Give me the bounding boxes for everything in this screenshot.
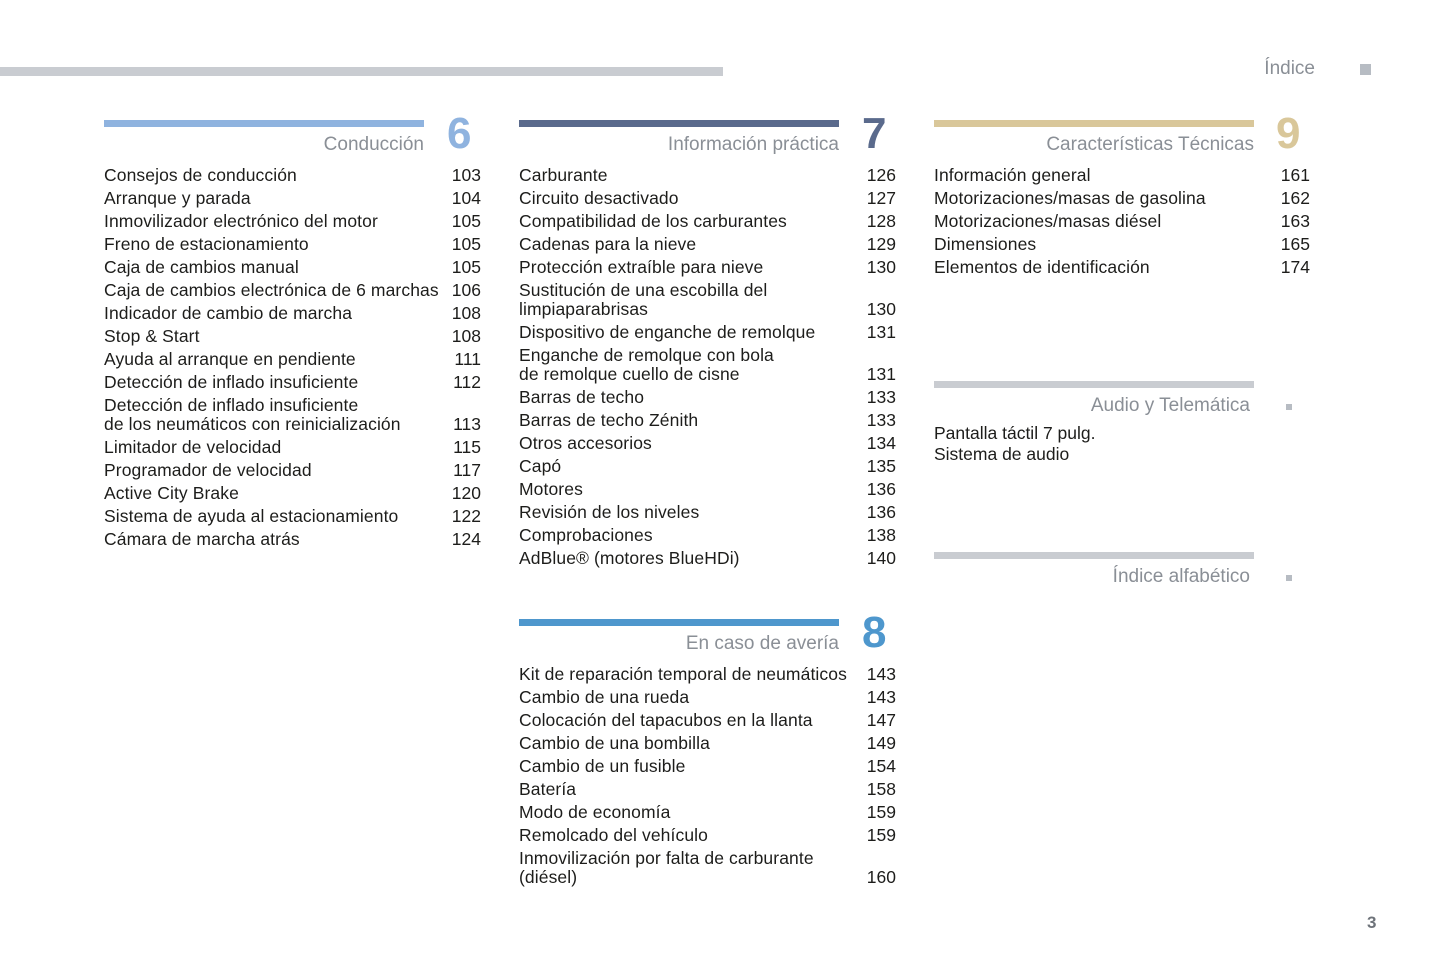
toc-entry[interactable] bbox=[104, 484, 481, 503]
section-title: Conducción bbox=[323, 134, 424, 155]
toc-entry-label: Limitador de velocidad bbox=[104, 437, 282, 457]
toc-entry-page: 143 bbox=[866, 664, 896, 684]
toc-entry-label: Arranque y parada bbox=[104, 188, 251, 208]
toc-entry-page: 130 bbox=[866, 257, 896, 277]
toc-entry[interactable] bbox=[519, 434, 896, 453]
toc-entry-page: 111 bbox=[454, 349, 481, 369]
toc-entry[interactable] bbox=[934, 166, 1310, 185]
toc-entry-label: Stop & Start bbox=[104, 326, 200, 346]
toc-entry[interactable] bbox=[519, 212, 896, 231]
toc-entry-label: Ayuda al arranque en pendiente bbox=[104, 349, 356, 369]
toc-entry-page: 140 bbox=[866, 548, 896, 568]
toc-entry[interactable] bbox=[104, 166, 481, 185]
toc-entry-page: 108 bbox=[451, 326, 481, 346]
toc-entry-page: 104 bbox=[451, 188, 481, 208]
toc-entry-page: 127 bbox=[866, 188, 896, 208]
section-number: 8 bbox=[862, 608, 887, 657]
section-title: Información práctica bbox=[667, 134, 839, 155]
toc-entry-label: Protección extraíble para nieve bbox=[519, 257, 764, 277]
page-header-title: Índice bbox=[1264, 58, 1315, 79]
toc-list bbox=[934, 166, 1310, 281]
toc-entry-page: 161 bbox=[1280, 165, 1310, 185]
toc-entry[interactable] bbox=[934, 235, 1310, 254]
toc-entry-label: Enganche de remolque con bola de remolque cuello de cisne bbox=[519, 345, 774, 384]
section-dot-marker bbox=[1286, 404, 1292, 410]
toc-entry-page: 174 bbox=[1280, 257, 1310, 277]
toc-entry[interactable] bbox=[519, 457, 896, 476]
toc-entry-label: Sistema de ayuda al estacionamiento bbox=[104, 506, 399, 526]
toc-entry[interactable] bbox=[519, 411, 896, 430]
toc-entry-label: Compatibilidad de los carburantes bbox=[519, 211, 787, 231]
section-bar bbox=[519, 120, 839, 127]
toc-entry-label: Cambio de una bombilla bbox=[519, 733, 710, 753]
toc-entry[interactable] bbox=[519, 166, 896, 185]
toc-entry[interactable] bbox=[519, 711, 896, 730]
toc-entry-page: 131 bbox=[866, 322, 896, 342]
toc-entry-page: 147 bbox=[866, 710, 896, 730]
toc-entry-label: Detección de inflado insuficiente de los neumáticos con reinicialización bbox=[104, 395, 401, 434]
toc-entry[interactable] bbox=[104, 350, 481, 369]
toc-entry-label: Barras de techo Zénith bbox=[519, 410, 699, 430]
toc-entry-label: Cámara de marcha atrás bbox=[104, 529, 300, 549]
toc-entry-label: Revisión de los niveles bbox=[519, 502, 700, 522]
toc-entry[interactable] bbox=[519, 258, 896, 277]
toc-entry-page: 103 bbox=[451, 165, 481, 185]
section-bar bbox=[934, 381, 1254, 388]
toc-entry-page: 105 bbox=[451, 211, 481, 231]
toc-entry-label: Barras de techo bbox=[519, 387, 645, 407]
toc-entry-label: Detección de inflado insuficiente bbox=[104, 372, 359, 392]
toc-entry-page: 106 bbox=[451, 280, 481, 300]
toc-entry-page: 165 bbox=[1280, 234, 1310, 254]
toc-entry[interactable] bbox=[519, 480, 896, 499]
toc-entry-label: Kit de reparación temporal de neumáticos bbox=[519, 664, 847, 684]
toc-entry[interactable] bbox=[934, 189, 1310, 208]
toc-entry[interactable] bbox=[104, 212, 481, 231]
toc-entry-label: Inmovilización por falta de carburante (diésel) bbox=[519, 848, 814, 887]
toc-entry[interactable] bbox=[104, 530, 481, 549]
toc-entry-page: 112 bbox=[453, 372, 481, 392]
toc-entry-page: 133 bbox=[866, 410, 896, 430]
toc-entry-page: 136 bbox=[866, 479, 896, 499]
toc-entry[interactable] bbox=[519, 281, 896, 319]
toc-entry-page: 113 bbox=[453, 414, 481, 434]
toc-entry[interactable] bbox=[519, 235, 896, 254]
section-title[interactable]: Índice alfabético bbox=[1112, 566, 1250, 587]
toc-entry-page: 134 bbox=[866, 433, 896, 453]
toc-entry[interactable] bbox=[104, 235, 481, 254]
toc-entry-label: Consejos de conducción bbox=[104, 165, 297, 185]
toc-entry-page: 136 bbox=[866, 502, 896, 522]
toc-entry-label: Cadenas para la nieve bbox=[519, 234, 697, 254]
toc-entry[interactable] bbox=[519, 780, 896, 799]
section-title: Características Técnicas bbox=[1046, 134, 1254, 155]
toc-entry-label: Caja de cambios manual bbox=[104, 257, 299, 277]
toc-entry-label: Circuito desactivado bbox=[519, 188, 679, 208]
list-item[interactable]: Pantalla táctil 7 pulg. bbox=[934, 423, 1096, 443]
toc-entry[interactable] bbox=[519, 323, 896, 342]
toc-entry[interactable] bbox=[104, 327, 481, 346]
toc-entry[interactable] bbox=[104, 507, 481, 526]
toc-entry-page: 133 bbox=[866, 387, 896, 407]
toc-entry[interactable] bbox=[519, 189, 896, 208]
audio-list bbox=[934, 423, 1096, 465]
toc-entry[interactable] bbox=[104, 373, 481, 392]
toc-entry[interactable] bbox=[519, 688, 896, 707]
section-title: En caso de avería bbox=[685, 633, 839, 654]
toc-entry-label: Freno de estacionamiento bbox=[104, 234, 309, 254]
section-number: 7 bbox=[862, 109, 887, 158]
toc-entry-label: Modo de economía bbox=[519, 802, 671, 822]
toc-entry[interactable] bbox=[519, 665, 896, 684]
toc-entry-page: 138 bbox=[866, 525, 896, 545]
toc-entry-label: Cambio de una rueda bbox=[519, 687, 690, 707]
section-bar bbox=[934, 552, 1254, 559]
toc-entry-label: Cambio de un fusible bbox=[519, 756, 686, 776]
toc-entry-page: 124 bbox=[451, 529, 481, 549]
toc-entry-label: Inmovilizador electrónico del motor bbox=[104, 211, 378, 231]
toc-entry[interactable] bbox=[519, 549, 896, 568]
header-decorative-bar bbox=[0, 67, 723, 76]
toc-entry[interactable] bbox=[519, 388, 896, 407]
toc-entry-label: AdBlue® (motores BlueHDi) bbox=[519, 548, 740, 568]
toc-entry-page: 131 bbox=[866, 364, 896, 384]
toc-entry-page: 135 bbox=[866, 456, 896, 476]
toc-entry[interactable] bbox=[519, 734, 896, 753]
toc-entry-page: 108 bbox=[451, 303, 481, 323]
toc-entry-page: 154 bbox=[866, 756, 896, 776]
toc-entry[interactable] bbox=[519, 757, 896, 776]
toc-entry-label: Elementos de identificación bbox=[934, 257, 1150, 277]
toc-entry-page: 149 bbox=[866, 733, 896, 753]
toc-list bbox=[519, 665, 896, 891]
toc-entry-page: 120 bbox=[451, 483, 481, 503]
toc-entry-label: Comprobaciones bbox=[519, 525, 653, 545]
toc-entry[interactable] bbox=[519, 826, 896, 845]
toc-entry-page: 160 bbox=[866, 867, 896, 887]
section-bar bbox=[934, 120, 1254, 127]
toc-entry-page: 162 bbox=[1280, 188, 1310, 208]
toc-entry-page: 105 bbox=[451, 234, 481, 254]
section-bar bbox=[104, 120, 424, 127]
page-number: 3 bbox=[1367, 913, 1377, 932]
toc-entry[interactable] bbox=[104, 438, 481, 457]
toc-entry-label: Motores bbox=[519, 479, 583, 499]
toc-entry[interactable] bbox=[519, 346, 896, 384]
section-dot-marker bbox=[1286, 575, 1292, 581]
toc-entry[interactable] bbox=[104, 281, 481, 300]
toc-entry-label: Capó bbox=[519, 456, 562, 476]
toc-entry-page: 126 bbox=[866, 165, 896, 185]
toc-entry-label: Batería bbox=[519, 779, 577, 799]
toc-entry-label: Dispositivo de enganche de remolque bbox=[519, 322, 816, 342]
toc-entry[interactable] bbox=[934, 212, 1310, 231]
toc-entry-page: 128 bbox=[866, 211, 896, 231]
toc-entry-label: Remolcado del vehículo bbox=[519, 825, 708, 845]
section-number: 6 bbox=[447, 109, 472, 158]
toc-entry[interactable] bbox=[104, 396, 481, 434]
toc-entry-label: Programador de velocidad bbox=[104, 460, 312, 480]
list-item[interactable]: Sistema de audio bbox=[934, 444, 1070, 464]
toc-entry[interactable] bbox=[104, 461, 481, 480]
toc-entry[interactable] bbox=[519, 803, 896, 822]
toc-entry-label: Otros accesorios bbox=[519, 433, 652, 453]
toc-entry-page: 115 bbox=[453, 437, 481, 457]
toc-entry-label: Motorizaciones/masas diésel bbox=[934, 211, 1162, 231]
toc-entry-page: 159 bbox=[866, 825, 896, 845]
toc-entry-label: Colocación del tapacubos en la llanta bbox=[519, 710, 813, 730]
toc-entry-label: Carburante bbox=[519, 165, 608, 185]
toc-entry[interactable] bbox=[104, 258, 481, 277]
toc-entry-label: Sustitución de una escobilla del limpiaparabrisas bbox=[519, 280, 768, 319]
section-title: Audio y Telemática bbox=[1090, 395, 1250, 416]
header-square-marker bbox=[1360, 64, 1371, 75]
toc-entry[interactable] bbox=[104, 189, 481, 208]
toc-entry-page: 130 bbox=[866, 299, 896, 319]
toc-entry-label: Active City Brake bbox=[104, 483, 239, 503]
toc-entry-label: Caja de cambios electrónica de 6 marchas bbox=[104, 280, 439, 300]
toc-entry-page: 105 bbox=[451, 257, 481, 277]
toc-list bbox=[519, 166, 896, 572]
toc-list bbox=[104, 166, 481, 553]
toc-entry-page: 129 bbox=[866, 234, 896, 254]
toc-entry-page: 163 bbox=[1280, 211, 1310, 231]
toc-entry-label: Indicador de cambio de marcha bbox=[104, 303, 353, 323]
toc-entry[interactable] bbox=[519, 526, 896, 545]
section-bar bbox=[519, 619, 839, 626]
toc-entry-page: 158 bbox=[866, 779, 896, 799]
toc-entry-label: Información general bbox=[934, 165, 1091, 185]
toc-entry-page: 117 bbox=[453, 460, 481, 480]
toc-entry-page: 143 bbox=[866, 687, 896, 707]
toc-entry[interactable] bbox=[934, 258, 1310, 277]
toc-entry-label: Motorizaciones/masas de gasolina bbox=[934, 188, 1206, 208]
toc-entry[interactable] bbox=[519, 849, 896, 887]
section-number: 9 bbox=[1276, 109, 1301, 158]
toc-entry-label: Dimensiones bbox=[934, 234, 1037, 254]
toc-entry-page: 122 bbox=[451, 506, 481, 526]
toc-entry-page: 159 bbox=[866, 802, 896, 822]
toc-entry[interactable] bbox=[519, 503, 896, 522]
toc-entry[interactable] bbox=[104, 304, 481, 323]
